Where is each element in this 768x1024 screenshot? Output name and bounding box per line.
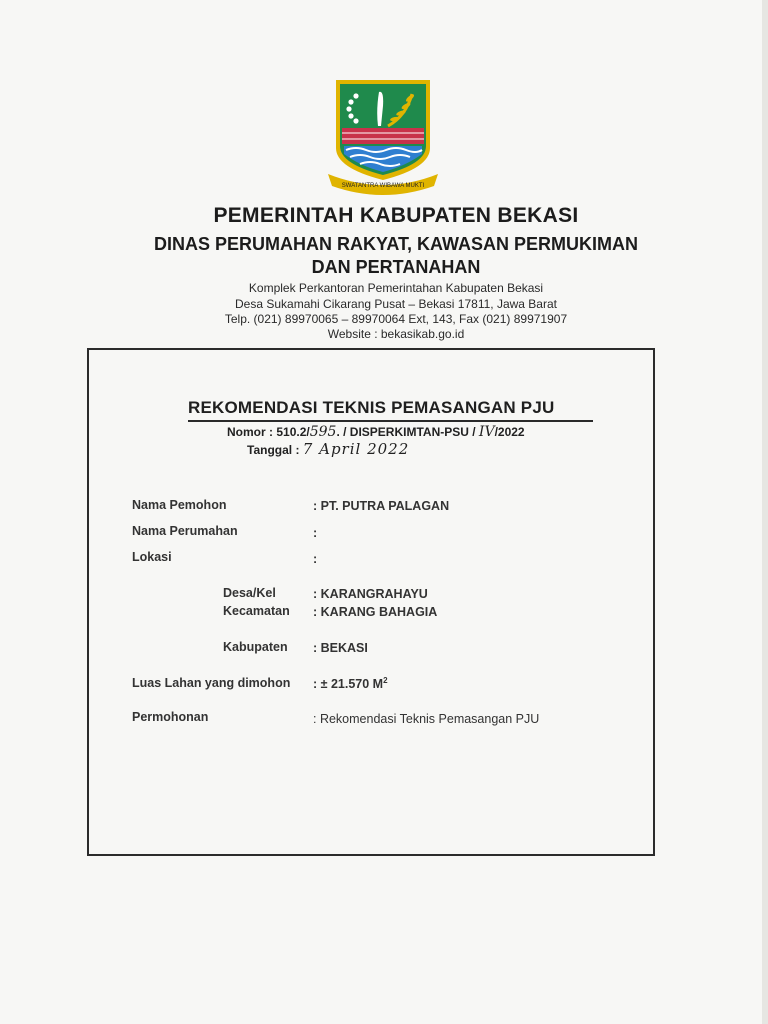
nama-perumahan-value: : bbox=[313, 526, 318, 540]
nama-perumahan-label: Nama Perumahan bbox=[132, 524, 238, 538]
page-edge-shadow bbox=[762, 0, 768, 1024]
letterhead-address-line2: Desa Sukamahi Cikarang Pusat – Bekasi 17811, Jawa Barat bbox=[235, 297, 557, 311]
desa-value: : KARANGRAHAYU bbox=[313, 587, 428, 601]
tanggal-handwritten-value: 7 April 2022 bbox=[302, 440, 410, 458]
nama-pemohon-value: : PT. PUTRA PALAGAN bbox=[313, 499, 450, 513]
nomor-handwritten-month: IV bbox=[478, 424, 495, 440]
luas-lahan-number: : ± 21.570 M bbox=[313, 677, 384, 692]
kabupaten-label: Kabupaten bbox=[223, 640, 288, 654]
emblem-ribbon-text: SWATANTRA WIBAWA MUKTI bbox=[341, 183, 425, 189]
letterhead-government-name: PEMERINTAH KABUPATEN BEKASI bbox=[213, 204, 579, 227]
letterhead-address-line1: Komplek Perkantoran Pemerintahan Kabupaten Bekasi bbox=[248, 281, 544, 295]
luas-lahan-label: Luas Lahan yang dimohon bbox=[132, 676, 291, 690]
kecamatan-value: : KARANG BAHAGIA bbox=[313, 605, 438, 619]
letterhead-department-line2: DAN PERTANAHAN bbox=[311, 257, 481, 277]
title-underline bbox=[188, 420, 593, 422]
nama-pemohon-label: Nama Pemohon bbox=[132, 498, 227, 512]
luas-lahan-value bbox=[313, 676, 388, 691]
letterhead-website: Website : bekasikab.go.id bbox=[327, 327, 465, 341]
nomor-suffix: /2022 bbox=[494, 425, 525, 439]
desa-label: Desa/Kel bbox=[223, 586, 276, 600]
letterhead-department-line1: DINAS PERUMAHAN RAKYAT, KAWASAN PERMUKIMAN bbox=[153, 234, 639, 254]
kabupaten-bekasi-emblem-icon bbox=[326, 76, 440, 198]
nomor-label: Nomor : bbox=[227, 425, 273, 439]
nomor-mid: . / DISPERKIMTAN-PSU / bbox=[336, 425, 476, 439]
letterhead-phone: Telp. (021) 89970065 – 89970064 Ext, 143, Fax (021) 89971907 bbox=[224, 312, 568, 326]
permohonan-value: : Rekomendasi Teknis Pemasangan PJU bbox=[313, 712, 540, 726]
document-date bbox=[247, 440, 409, 458]
kabupaten-value: : BEKASI bbox=[313, 641, 368, 655]
document-title: REKOMENDASI TEKNIS PEMASANGAN PJU bbox=[188, 398, 555, 417]
luas-lahan-unit-superscript: 2 bbox=[383, 676, 388, 685]
document-number bbox=[227, 424, 525, 440]
nomor-prefix: 510.2/ bbox=[276, 425, 310, 439]
lokasi-label: Lokasi bbox=[132, 550, 172, 564]
tanggal-label: Tanggal : bbox=[247, 443, 300, 457]
kecamatan-label: Kecamatan bbox=[223, 604, 290, 618]
permohonan-label: Permohonan bbox=[132, 710, 209, 724]
lokasi-value: : bbox=[313, 552, 318, 566]
nomor-handwritten-number: 595 bbox=[309, 424, 337, 440]
